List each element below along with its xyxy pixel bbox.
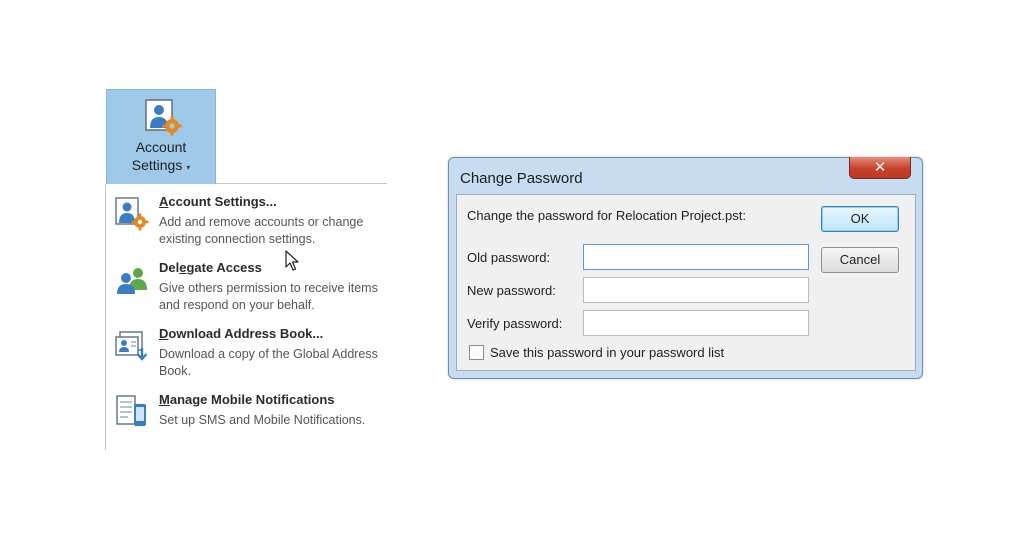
- menu-item-description: Download a copy of the Global Address Book.: [159, 347, 378, 378]
- save-password-checkbox[interactable]: [469, 345, 484, 360]
- account-settings-icon: [143, 98, 183, 138]
- cancel-button[interactable]: Cancel: [821, 247, 899, 273]
- menu-item-delegate-access[interactable]: [112, 258, 388, 324]
- menu-item-title: Download Address Book...: [159, 326, 324, 341]
- menu-item-description: Add and remove accounts or change existing connection settings.: [159, 215, 364, 246]
- dropdown-caret-icon: ▾: [186, 163, 191, 172]
- account-settings-ribbon-button[interactable]: [106, 89, 216, 184]
- change-password-dialog: [448, 157, 923, 379]
- new-password-label: New password:: [467, 283, 556, 298]
- old-password-label: Old password:: [467, 250, 551, 265]
- verify-password-input[interactable]: [583, 310, 809, 336]
- menu-item-title: Account Settings...: [159, 194, 277, 209]
- menu-item-manage-mobile-notifications[interactable]: [112, 390, 388, 456]
- new-password-input[interactable]: [583, 277, 809, 303]
- menu-item-download-address-book[interactable]: [112, 324, 388, 390]
- dialog-body: [456, 194, 916, 371]
- account-settings-menu: [112, 192, 388, 456]
- menu-item-account-settings[interactable]: [112, 192, 388, 258]
- ok-button[interactable]: OK: [821, 206, 899, 232]
- dropdown-border-left: [105, 184, 106, 450]
- old-password-input[interactable]: [583, 244, 809, 270]
- dialog-prompt: Change the password for Relocation Project.pst:: [467, 208, 746, 223]
- mouse-cursor-icon: [285, 250, 301, 272]
- address-book-download-icon: [114, 328, 150, 364]
- dropdown-border-top: [216, 183, 387, 184]
- menu-item-title: Manage Mobile Notifications: [159, 392, 335, 407]
- verify-password-label: Verify password:: [467, 316, 563, 331]
- menu-item-title: Delegate Access: [159, 260, 262, 275]
- close-icon: ✕: [873, 158, 887, 176]
- dialog-title: Change Password: [460, 170, 583, 187]
- mobile-notifications-icon: [114, 394, 150, 430]
- save-password-label[interactable]: Save this password in your password list: [490, 345, 725, 360]
- menu-item-description: Set up SMS and Mobile Notifications.: [159, 413, 366, 427]
- close-button[interactable]: [849, 157, 911, 179]
- delegate-people-icon: [114, 262, 150, 298]
- ribbon-button-label: Account Settings ▾: [131, 139, 191, 173]
- menu-item-description: Give others permission to receive items and respond on your behalf.: [159, 281, 378, 312]
- account-settings-icon: [114, 196, 150, 232]
